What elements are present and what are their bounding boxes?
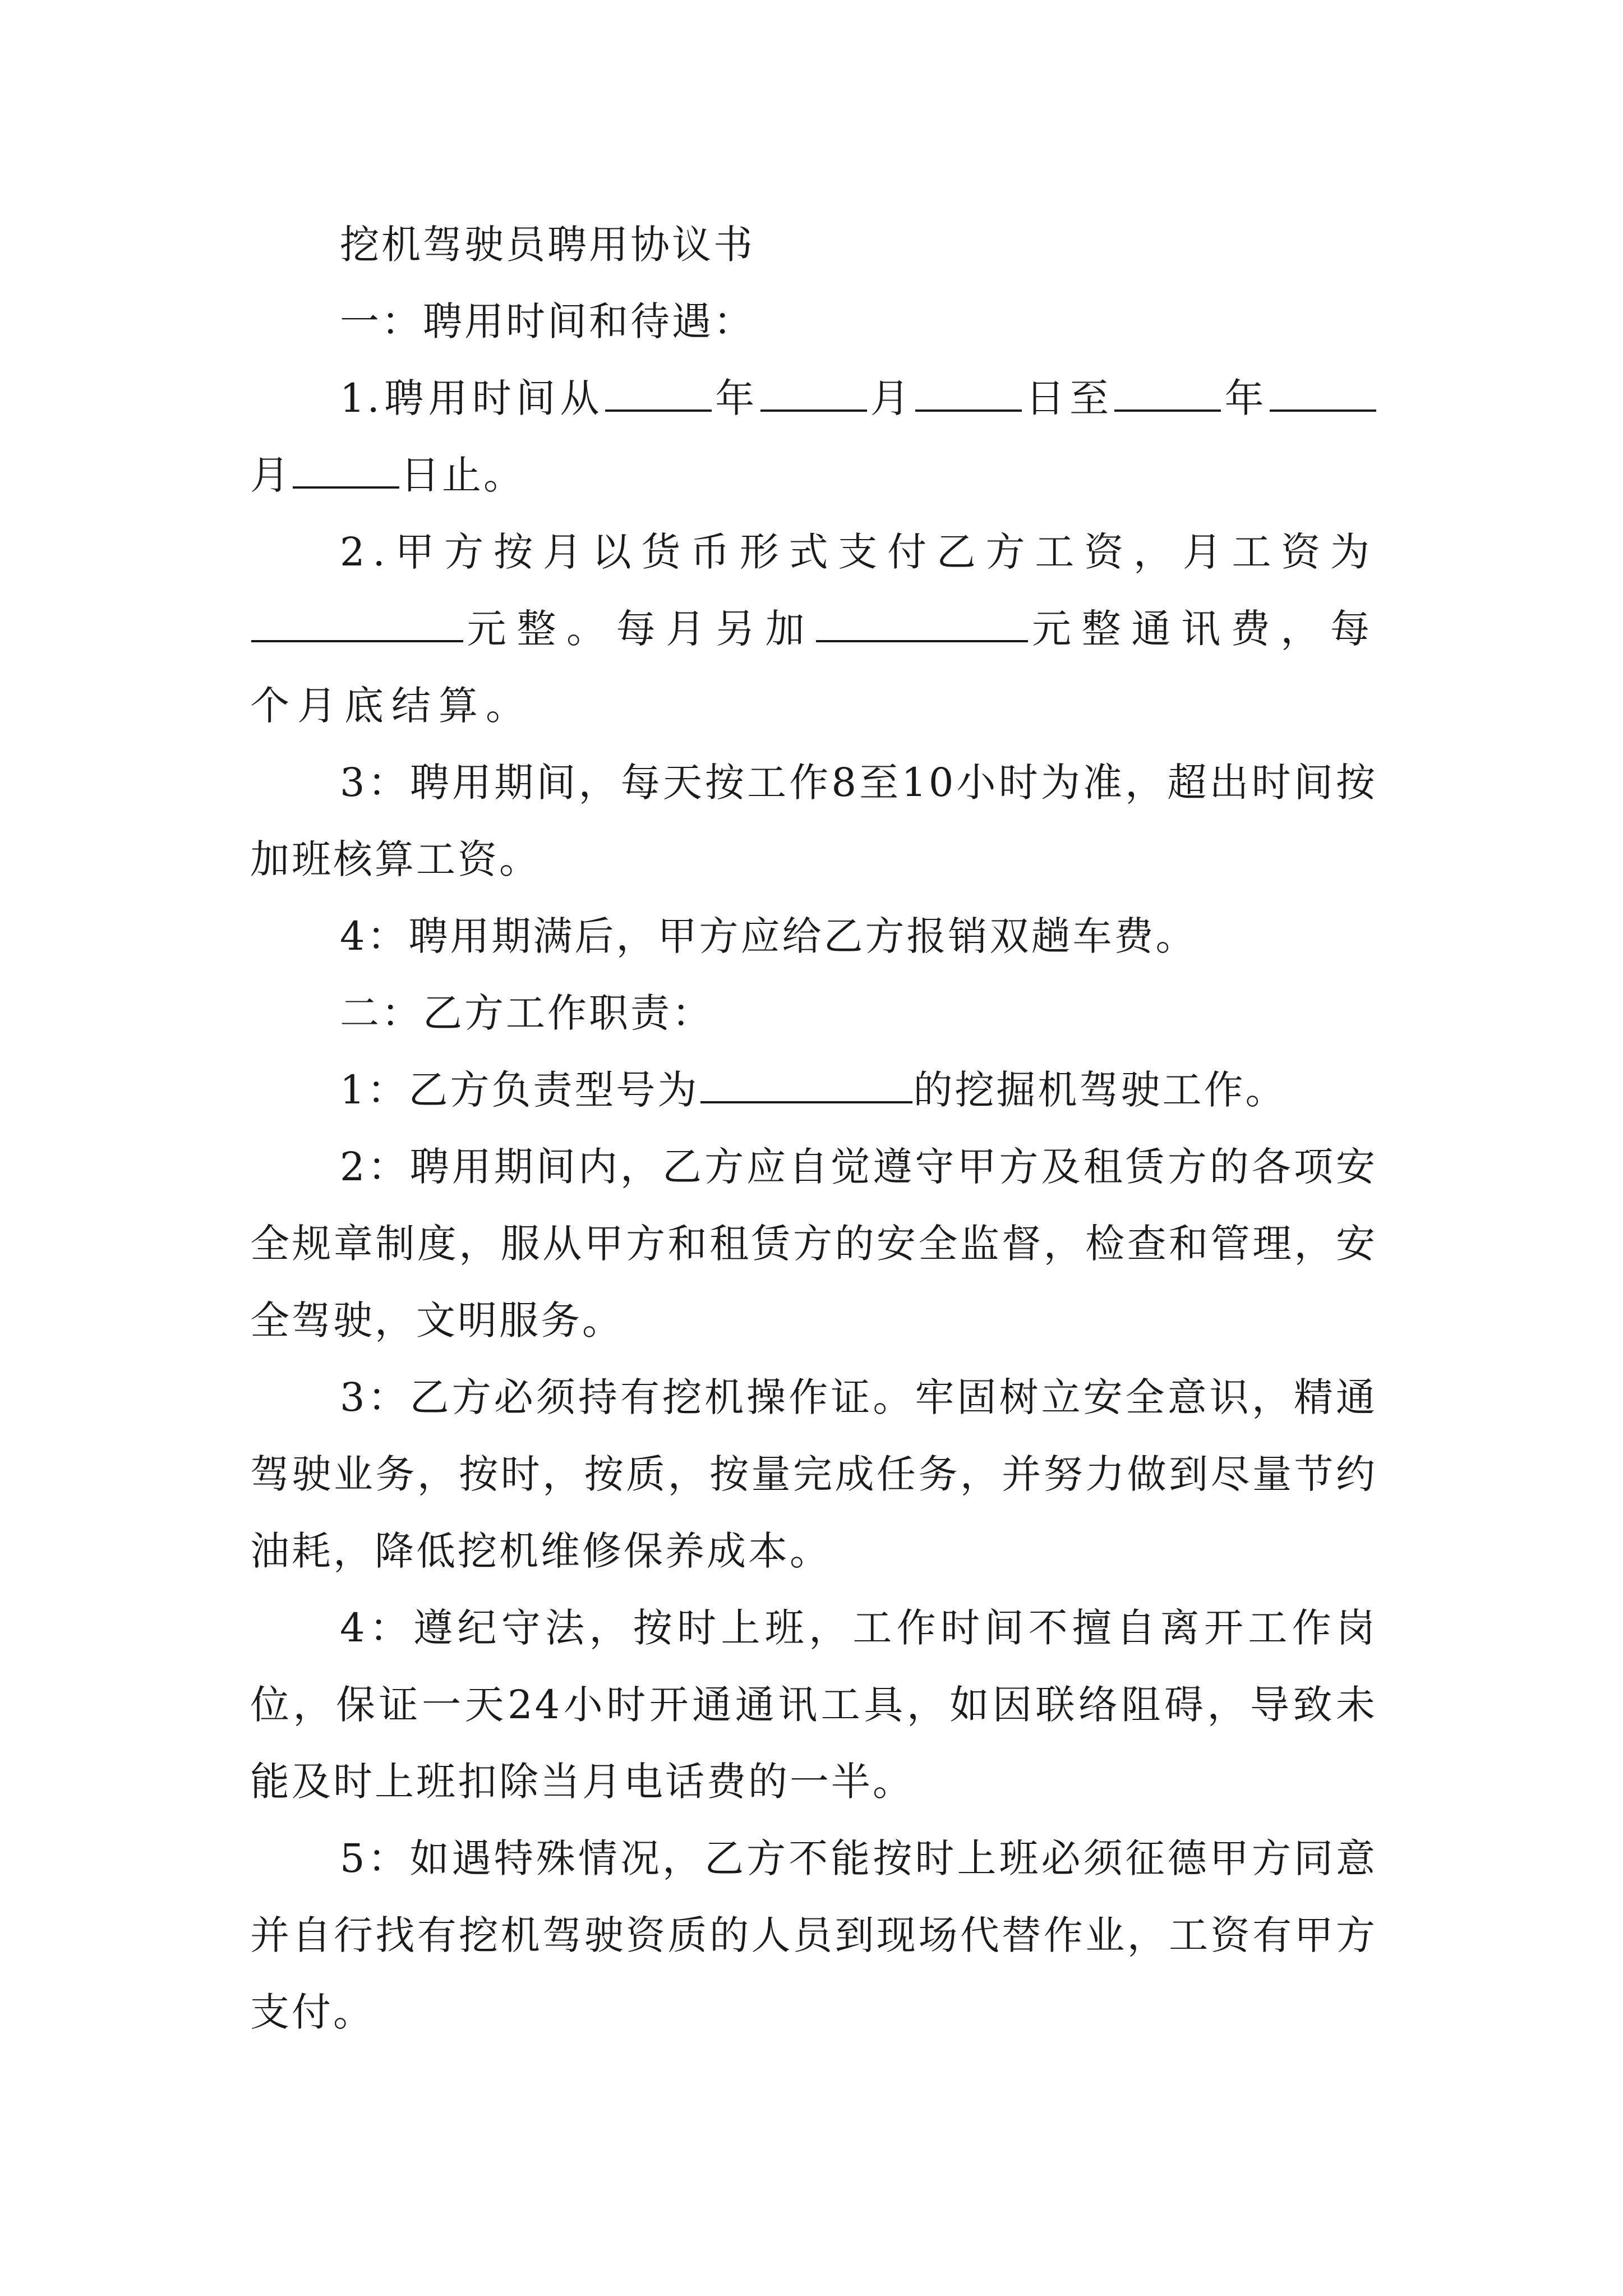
blank-line <box>700 1070 912 1103</box>
section-2-item-5: 5：如遇特殊情况，乙方不能按时上班必须征德甲方同意并自行找有挖机驾驶资质的人员到现场代替作业，工资有甲方支付。 <box>250 1835 1377 2035</box>
document-title: 挖机驾驶员聘用协议书 <box>340 222 755 268</box>
section-2-item-3: 3：乙方必须持有挖机操作证。牢固树立安全意识，精通驾驶业务，按时，按质，按量完成任务，并努力做到尽量节约油耗，降低挖机维修保养成本。 <box>250 1374 1377 1574</box>
blank-line <box>605 378 712 412</box>
section-2-item-1 <box>250 1052 1377 1129</box>
section-1-item-1 <box>250 360 1377 514</box>
blank-line <box>760 378 867 412</box>
item-text: 年 <box>712 375 759 421</box>
section-1-item-3: 3：聘用期间，每天按工作8至10小时为准，超出时间按加班核算工资。 <box>250 760 1377 882</box>
section-1-item-2 <box>250 514 1377 744</box>
item-text: 月 <box>250 452 292 498</box>
section-2-item-4: 4：遵纪守法，按时上班，工作时间不擅自离开工作岗位，保证一天24小时开通通讯工具，如因联络阻碍，导致未能及时上班扣除当月电话费的一半。 <box>250 1605 1377 1805</box>
blank-line <box>1270 378 1376 412</box>
section-2-item-2: 2：聘用期间内，乙方应自觉遵守甲方及租赁方的各项安全规章制度，服从甲方和租赁方的安全监督，检查和管理，安全驾驶，文明服务。 <box>250 1144 1377 1343</box>
blank-line <box>251 609 463 642</box>
blank-line <box>1114 378 1221 412</box>
section-1-item-4: 4：聘用期满后，甲方应给乙方报销双趟车费。 <box>340 913 1197 959</box>
item-text: 日至 <box>1023 375 1114 421</box>
item-text: 1.聘用时间从 <box>340 375 604 421</box>
section-2-heading: 二：乙方工作职责： <box>340 990 713 1036</box>
item-text: 1：乙方负责型号为 <box>340 1067 699 1113</box>
item-text: 元整通讯费，每个月底结算。 <box>250 606 1378 729</box>
item-text: 日止。 <box>400 452 525 498</box>
section-1-heading: 一：聘用时间和待遇： <box>340 298 755 344</box>
item-text: 的挖掘机驾驶工作。 <box>913 1067 1287 1113</box>
document-body <box>250 206 1377 2051</box>
item-text: 2.甲方按月以货币形式支付乙方工资，月工资为 <box>340 529 1377 575</box>
blank-line <box>816 609 1028 642</box>
blank-line <box>915 378 1022 412</box>
blank-line <box>293 455 399 489</box>
item-text: 元整。每月另加 <box>464 606 815 652</box>
item-text: 年 <box>1222 375 1269 421</box>
item-text: 月 <box>868 375 915 421</box>
